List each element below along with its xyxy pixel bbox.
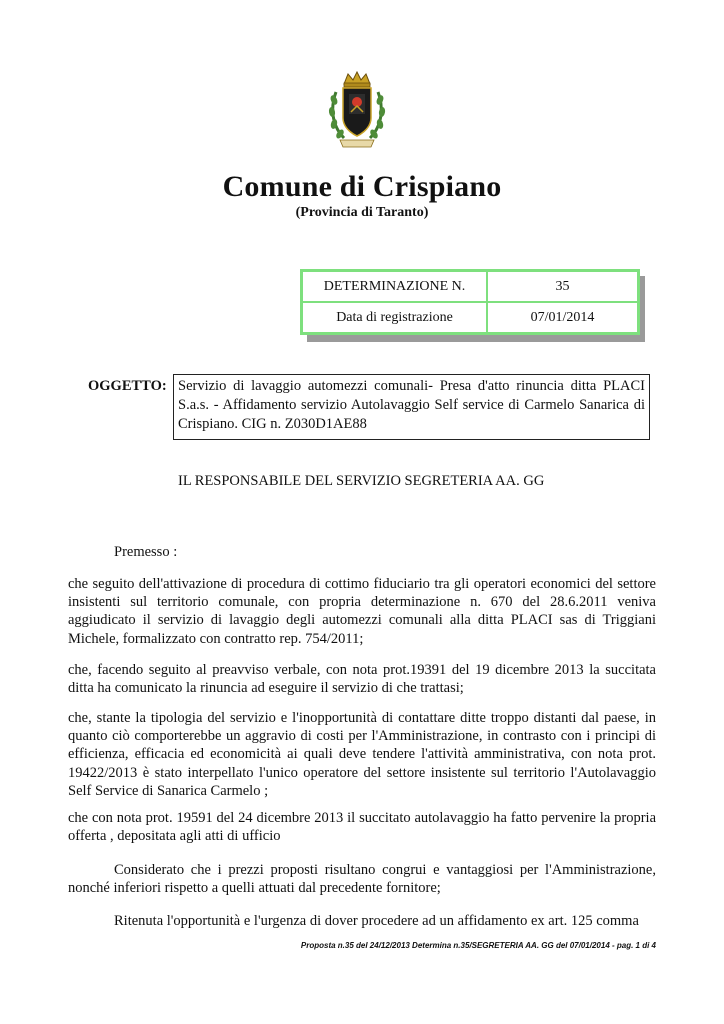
paragraph-premesso: Premesso :: [114, 544, 178, 560]
paragraph-3: che, stante la tipologia del servizio e l'inopportunità di contattare ditte troppo distanti dal paese, in quanto ciò comporterebbe un aggravio di costi per l'Amministrazione, in contrasto con i principi di efficienza, efficacia ed economicità ai quali deve tendere l'attività amministrativa, con nota prot. 19422/2013 è stato interpellato l'unico operatore del settore insistente sul territorio l'Autolavaggio Self Service di Sanarica Carmelo ;: [68, 710, 656, 799]
coat-of-arms-icon: [326, 70, 388, 152]
paragraph-4: che con nota prot. 19591 del 24 dicembre 2013 il succitato autolavaggio ha fatto pervenire la propria offerta , depositata agli atti di ufficio: [68, 810, 656, 845]
registration-date-label: Data di registrazione: [302, 302, 487, 333]
page-title: Comune di Crispiano: [222, 170, 502, 203]
oggetto-text: Servizio di lavaggio automezzi comunali- Presa d'atto rinuncia ditta PLACI S.a.s. - Affidamento servizio Autolavaggio Self service di Carmelo Sanarica di Crispiano. CIG n. Z030D1AE88: [173, 374, 650, 440]
page-subtitle: (Provincia di Taranto): [295, 205, 429, 220]
paragraph-2: che, facendo seguito al preavviso verbale, con nota prot.19391 del 19 dicembre 2013 la succitata ditta ha comunicato la rinuncia ad eseguire il servizio di che trattasi;: [68, 662, 656, 697]
paragraph-5: Considerato che i prezzi proposti risultano congrui e vantaggiosi per l'Amministrazione, nonché inferiori rispetto a quelli attuati dal precedente fornitore;: [68, 862, 656, 897]
determination-number-value: 35: [487, 271, 638, 302]
paragraph-6: Ritenuta l'opportunità e l'urgenza di dover procedere ad un affidamento ex art. 125 comma: [114, 913, 639, 929]
paragraph-1: che seguito dell'attivazione di procedura di cottimo fiduciario tra gli operatori economici del settore insistenti sul territorio comunale, con propria determinazione n. 670 del 28.6.2011 veniva aggiudicato il servizio di lavaggio degli automezzi comunali alla ditta PLACI sas di Triggiani Michele, formalizzato con contratto rep. 754/2011;: [68, 576, 656, 647]
determination-table: [300, 269, 640, 335]
registration-date-value: 07/01/2014: [487, 302, 638, 333]
oggetto-label: OGGETTO:: [88, 378, 167, 394]
responsabile-heading: IL RESPONSABILE DEL SERVIZIO SEGRETERIA AA. GG: [178, 473, 545, 489]
page-footer: Proposta n.35 del 24/12/2013 Determina n.35/SEGRETERIA AA. GG del 07/01/2014 - pag. 1 di 4: [300, 941, 656, 950]
determination-number-label: DETERMINAZIONE N.: [302, 271, 487, 302]
